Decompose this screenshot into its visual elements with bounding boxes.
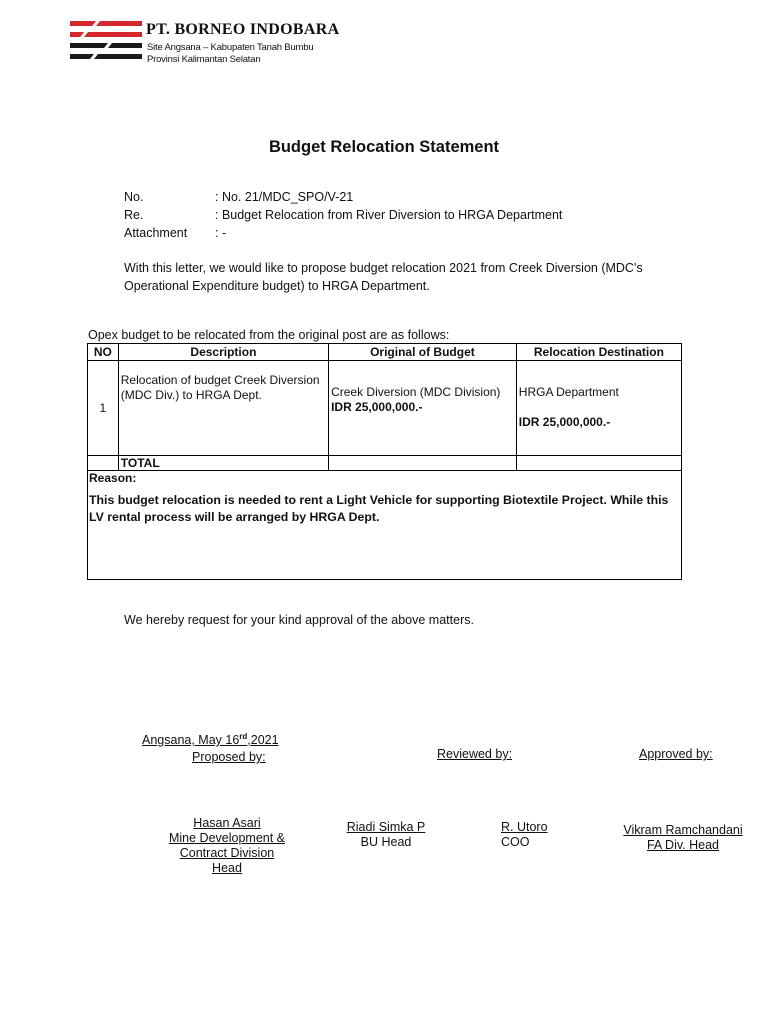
logo-bar	[70, 54, 94, 59]
logo-bar	[84, 32, 142, 37]
signatory-reviewer-bu-head	[336, 820, 436, 850]
logo-red-bars	[70, 21, 142, 37]
reviewer1-title: BU Head	[360, 835, 412, 849]
approver-name: Vikram Ramchandani	[623, 823, 743, 837]
attachment-value: : -	[215, 226, 227, 240]
attachment-label: Attachment	[124, 226, 188, 240]
row-relocation-destination	[516, 361, 681, 456]
table-row	[88, 361, 682, 456]
reviewer2-name: R. Utoro	[501, 820, 548, 834]
document-title: Budget Relocation Statement	[268, 138, 500, 156]
reason-cell	[88, 471, 682, 580]
approver-title: FA Div. Head	[646, 838, 720, 852]
logo-bar	[96, 21, 142, 26]
proposer-title-line3: Head	[212, 861, 242, 875]
reason-text: This budget relocation is needed to rent a Light Vehicle for supporting Biotextile Project. While this LV rental process will be arranged by HRGA Dept.	[89, 493, 669, 524]
company-logo	[68, 19, 142, 65]
no-label: No.	[124, 190, 144, 204]
no-value: : No. 21/MDC_SPO/V-21	[215, 190, 354, 204]
re-value: : Budget Relocation from River Diversion to HRGA Department	[215, 208, 563, 222]
header-relocation-destination: Relocation Destination	[516, 344, 681, 361]
original-budget-text: Creek Diversion (MDC Division)	[331, 385, 501, 399]
total-no-cell	[88, 456, 119, 471]
reviewer2-title: COO	[501, 835, 530, 849]
budget-table	[87, 343, 682, 580]
destination-amount: IDR 25,000,000.-	[518, 415, 611, 429]
total-row	[88, 456, 682, 471]
intro-paragraph: With this letter, we would like to propose budget relocation 2021 from Creek Diversion (MDC's Operational Expenditure budget) to HRGA Department.	[124, 261, 643, 293]
logo-bar	[70, 21, 96, 26]
signatory-reviewer-coo	[501, 820, 561, 850]
logo-bar	[70, 32, 84, 37]
logo-bar	[108, 43, 142, 48]
date-prefix: Angsana, May 16	[142, 733, 240, 748]
row-original-budget	[329, 361, 517, 456]
reviewed-by-label: Reviewed by:	[437, 747, 513, 761]
total-original-cell	[329, 456, 517, 471]
reviewer1-name: Riadi Simka P	[346, 820, 426, 834]
proposer-title-line1: Mine Development &	[168, 831, 286, 845]
destination-text: HRGA Department	[518, 385, 619, 399]
date-ordinal: rd	[239, 732, 248, 741]
total-destination-cell	[516, 456, 681, 471]
signatory-approver	[612, 823, 754, 853]
total-label: TOTAL	[118, 456, 328, 471]
proposer-title-line2: Contract Division	[179, 846, 275, 860]
company-address-line1: Site Angsana – Kabupaten Tanah Bumbu	[147, 42, 314, 53]
letter-date	[142, 732, 279, 747]
row-description: Relocation of budget Creek Diversion (MDC Div.) to HRGA Dept.	[118, 361, 328, 456]
original-budget-amount: IDR 25,000,000.-	[331, 400, 423, 414]
date-year: ,2021	[247, 733, 279, 748]
opex-intro: Opex budget to be relocated from the original post are as follows:	[88, 328, 450, 342]
reason-label: Reason:	[89, 471, 137, 485]
proposer-name: Hasan Asari	[193, 816, 261, 830]
signatory-proposer	[152, 816, 302, 876]
approved-by-label: Approved by:	[639, 747, 713, 761]
company-address-line2: Provinsi Kalimantan Selatan	[147, 54, 261, 65]
company-name: PT. BORNEO INDOBARA	[146, 21, 340, 38]
row-no: 1	[88, 361, 119, 456]
proposed-by-label: Proposed by:	[192, 750, 266, 764]
logo-bar	[94, 54, 142, 59]
header-no: NO	[88, 344, 119, 361]
logo-black-bars	[70, 43, 142, 59]
approval-request: We hereby request for your kind approval of the above matters.	[124, 613, 474, 627]
logo-bar	[70, 43, 108, 48]
table-header-row	[88, 344, 682, 361]
re-label: Re.	[124, 208, 144, 222]
header-original-budget: Original of Budget	[329, 344, 517, 361]
reason-row	[88, 471, 682, 580]
header-description: Description	[118, 344, 328, 361]
